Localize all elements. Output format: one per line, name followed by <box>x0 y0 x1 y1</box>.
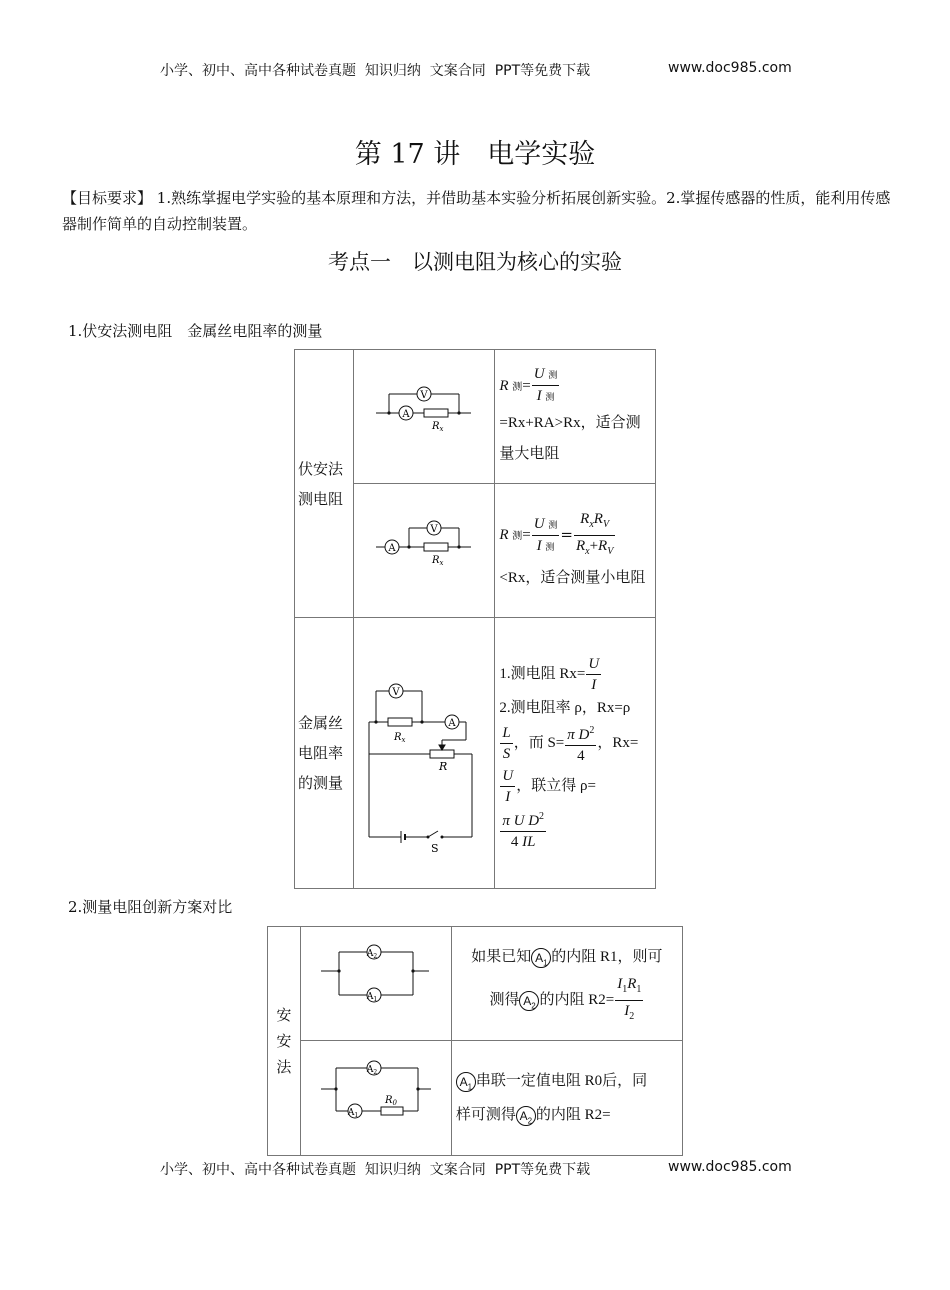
circuit-aa-1 <box>300 927 451 1041</box>
ammeter-a2-icon: $A_2$ <box>519 991 539 1011</box>
label-V: V <box>392 687 400 698</box>
label-Rx: $R_x$ <box>432 421 444 433</box>
label-A: A <box>388 543 396 554</box>
circuit-metal <box>354 618 495 889</box>
label-R: R <box>439 760 448 773</box>
label-A: A <box>448 718 456 729</box>
row1-c: 测得 <box>489 991 520 1008</box>
circuit-aa-1-diagram <box>301 927 451 1030</box>
row1-tail: =Rx+RA>Rx，适合测量大电阻 <box>499 415 641 462</box>
label-metal: 金属丝电阻率的测量 <box>295 618 354 889</box>
table-voltammetry <box>294 349 656 889</box>
label-A2: $A_2$ <box>366 949 378 960</box>
label-A1: $A_1$ <box>347 1108 359 1119</box>
label-aa-text: 安安法 <box>276 1006 292 1076</box>
objective-tag: 【目标要求】 <box>62 189 153 207</box>
ammeter-a1-icon: $A_1$ <box>531 948 551 968</box>
label-R0: $R_0$ <box>384 1095 397 1107</box>
label-S: S <box>431 842 439 855</box>
metal-l4: ，联立得 ρ= <box>516 777 596 794</box>
formula-metal: 1.测电阻 Rx= $\frac{U}{I}$ 2.测电阻率 ρ，Rx=ρ $\frac{L}{S}$ ，而 S= $\frac{\pi D^2}{4}$ ，Rx= $\frac{U}{I}$ ，联立得 ρ= $\frac{\pi U D^2}{4 IL}$ <box>495 618 656 889</box>
metal-l3a: ，而 S= <box>513 734 565 751</box>
objective-text: 1.熟练掌握电学实验的基本原理和方法，并借助基本实验分析拓展创新实验。2.掌握传感器的性质，能利用传感器制作简单的自动控制装置。 <box>62 189 891 233</box>
subheading-1: 1.伏安法测电阻 金属丝电阻率的测量 <box>68 322 323 340</box>
circuit-external-diagram <box>354 484 494 607</box>
label-vaf: 伏安法测电阻 <box>295 350 354 618</box>
ammeter-a2-icon: $A_2$ <box>516 1106 536 1126</box>
label-Rx: $R_x$ <box>432 555 444 567</box>
row1-b: 的内阻 R1，则可 <box>551 949 663 965</box>
metal-l1: 1.测电阻 Rx= <box>499 665 586 682</box>
label-V: V <box>420 390 428 401</box>
label-A2: $A_2$ <box>366 1065 378 1076</box>
label-A1: $A_1$ <box>366 992 378 1003</box>
aa-row2-text <box>451 1041 682 1156</box>
label-V: V <box>430 524 438 535</box>
table-aa-method <box>267 926 683 1156</box>
row1-d: 的内阻 R2= <box>539 991 615 1008</box>
label-Rx: $R_x$ <box>394 732 406 744</box>
row1-a: 如果已知 <box>471 949 532 965</box>
circuit-aa-2-diagram <box>301 1041 451 1145</box>
circuit-internal-diagram <box>354 350 494 473</box>
header-text: 小学、初中、高中各种试卷真题 知识归纳 文案合同 PPT等免费下载 <box>160 63 591 79</box>
circuit-external <box>354 484 495 618</box>
metal-l3b: ，Rx= <box>597 734 639 751</box>
subheading-2: 2.测量电阻创新方案对比 <box>68 898 233 916</box>
section-heading: 考点一 以测电阻为核心的实验 <box>328 250 622 274</box>
circuit-metal-diagram <box>354 618 494 878</box>
objective <box>62 185 892 237</box>
row2-a: 串联一定值电阻 R0后，同 <box>475 1073 648 1089</box>
r-meas-1: R 测= <box>499 377 531 394</box>
page-title: 第 17 讲 电学实验 <box>354 139 596 170</box>
circuit-aa-2 <box>300 1041 451 1156</box>
aa-row1-text: 如果已知 $A_1$ 的内阻 R1，则可 测得 $A_2$ 的内阻 R2= $\frac{I_1R_1}{I_2}$ <box>451 927 682 1041</box>
metal-l2: 2.测电阻率 ρ，Rx=ρ <box>499 700 631 716</box>
ammeter-a1-icon: $A_1$ <box>456 1072 476 1092</box>
formula-internal: R 测= $\frac{\text{U 测}}{\text{I 测}}$ =Rx+RA>Rx，适合测量大电阻 <box>495 350 656 484</box>
footer-url[interactable]: www.doc985.com <box>668 1159 792 1175</box>
circuit-internal <box>354 350 495 484</box>
formula-external: R 测= $\frac{\text{U 测}}{\text{I 测}}$ = $\frac{R_xR_V}{R_x+R_V}$ <Rx，适合测量小电阻 <box>495 484 656 618</box>
row2-b: 样可测得 <box>455 1107 516 1123</box>
label-aa <box>268 927 301 1156</box>
label-A: A <box>402 409 410 420</box>
row2-tail: <Rx，适合测量小电阻 <box>499 569 646 586</box>
header-url[interactable]: www.doc985.com <box>668 60 792 76</box>
footer-text: 小学、初中、高中各种试卷真题 知识归纳 文案合同 PPT等免费下载 <box>160 1162 591 1178</box>
row2-c: 的内阻 R2= <box>535 1107 611 1123</box>
